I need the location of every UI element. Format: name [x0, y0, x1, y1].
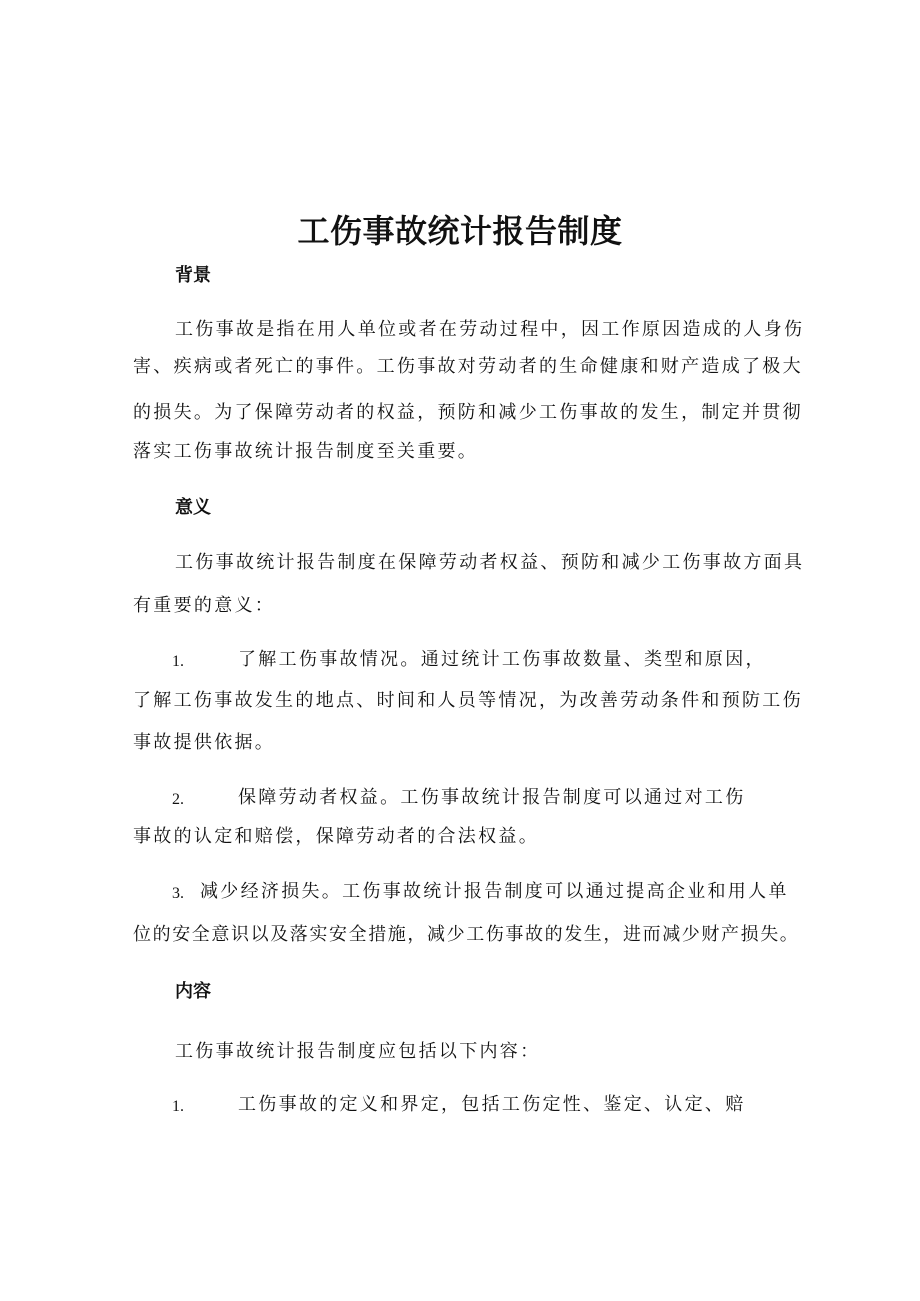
list-item-number: 2. — [172, 791, 184, 808]
section-heading-content: 内容 — [175, 981, 211, 1002]
list-item-line: 了解工伤事故发生的地点、时间和人员等情况，为改善劳动条件和预防工伤 — [133, 690, 803, 711]
list-item-line: 位的安全意识以及落实安全措施，减少工伤事故的发生，进而减少财产损失。 — [133, 924, 800, 945]
paragraph-line: 落实工伤事故统计报告制度至关重要。 — [133, 441, 479, 462]
list-item-line: 事故提供依据。 — [133, 732, 276, 753]
list-item-first-line: 工伤事故的定义和界定，包括工伤定性、鉴定、认定、赔 — [238, 1094, 746, 1115]
paragraph-line: 工伤事故统计报告制度在保障劳动者权益、预防和减少工伤事故方面具 — [175, 552, 805, 573]
list-item-line: 事故的认定和赔偿，保障劳动者的合法权益。 — [133, 826, 539, 847]
paragraph-line: 工伤事故统计报告制度应包括以下内容： — [175, 1041, 541, 1062]
paragraph-line: 害、疾病或者死亡的事件。工伤事故对劳动者的生命健康和财产造成了极大 — [133, 356, 803, 377]
list-item-number: 1. — [172, 653, 184, 670]
paragraph-line: 工伤事故是指在用人单位或者在劳动过程中，因工作原因造成的人身伤 — [175, 319, 805, 340]
list-item-number: 3. — [172, 885, 184, 902]
list-item-first-line: 了解工伤事故情况。通过统计工伤事故数量、类型和原因， — [238, 649, 766, 670]
section-heading-significance: 意义 — [175, 497, 211, 518]
document-title: 工伤事故统计报告制度 — [297, 212, 623, 250]
paragraph-line: 有重要的意义： — [133, 595, 276, 616]
list-item-first-line: 减少经济损失。工伤事故统计报告制度可以通过提高企业和用人单 — [200, 881, 789, 902]
list-item-first-line: 保障劳动者权益。工伤事故统计报告制度可以通过对工伤 — [238, 787, 746, 808]
paragraph-line: 的损失。为了保障劳动者的权益，预防和减少工伤事故的发生，制定并贯彻 — [133, 402, 803, 423]
section-heading-background: 背景 — [175, 265, 211, 286]
list-item-number: 1. — [172, 1098, 184, 1115]
